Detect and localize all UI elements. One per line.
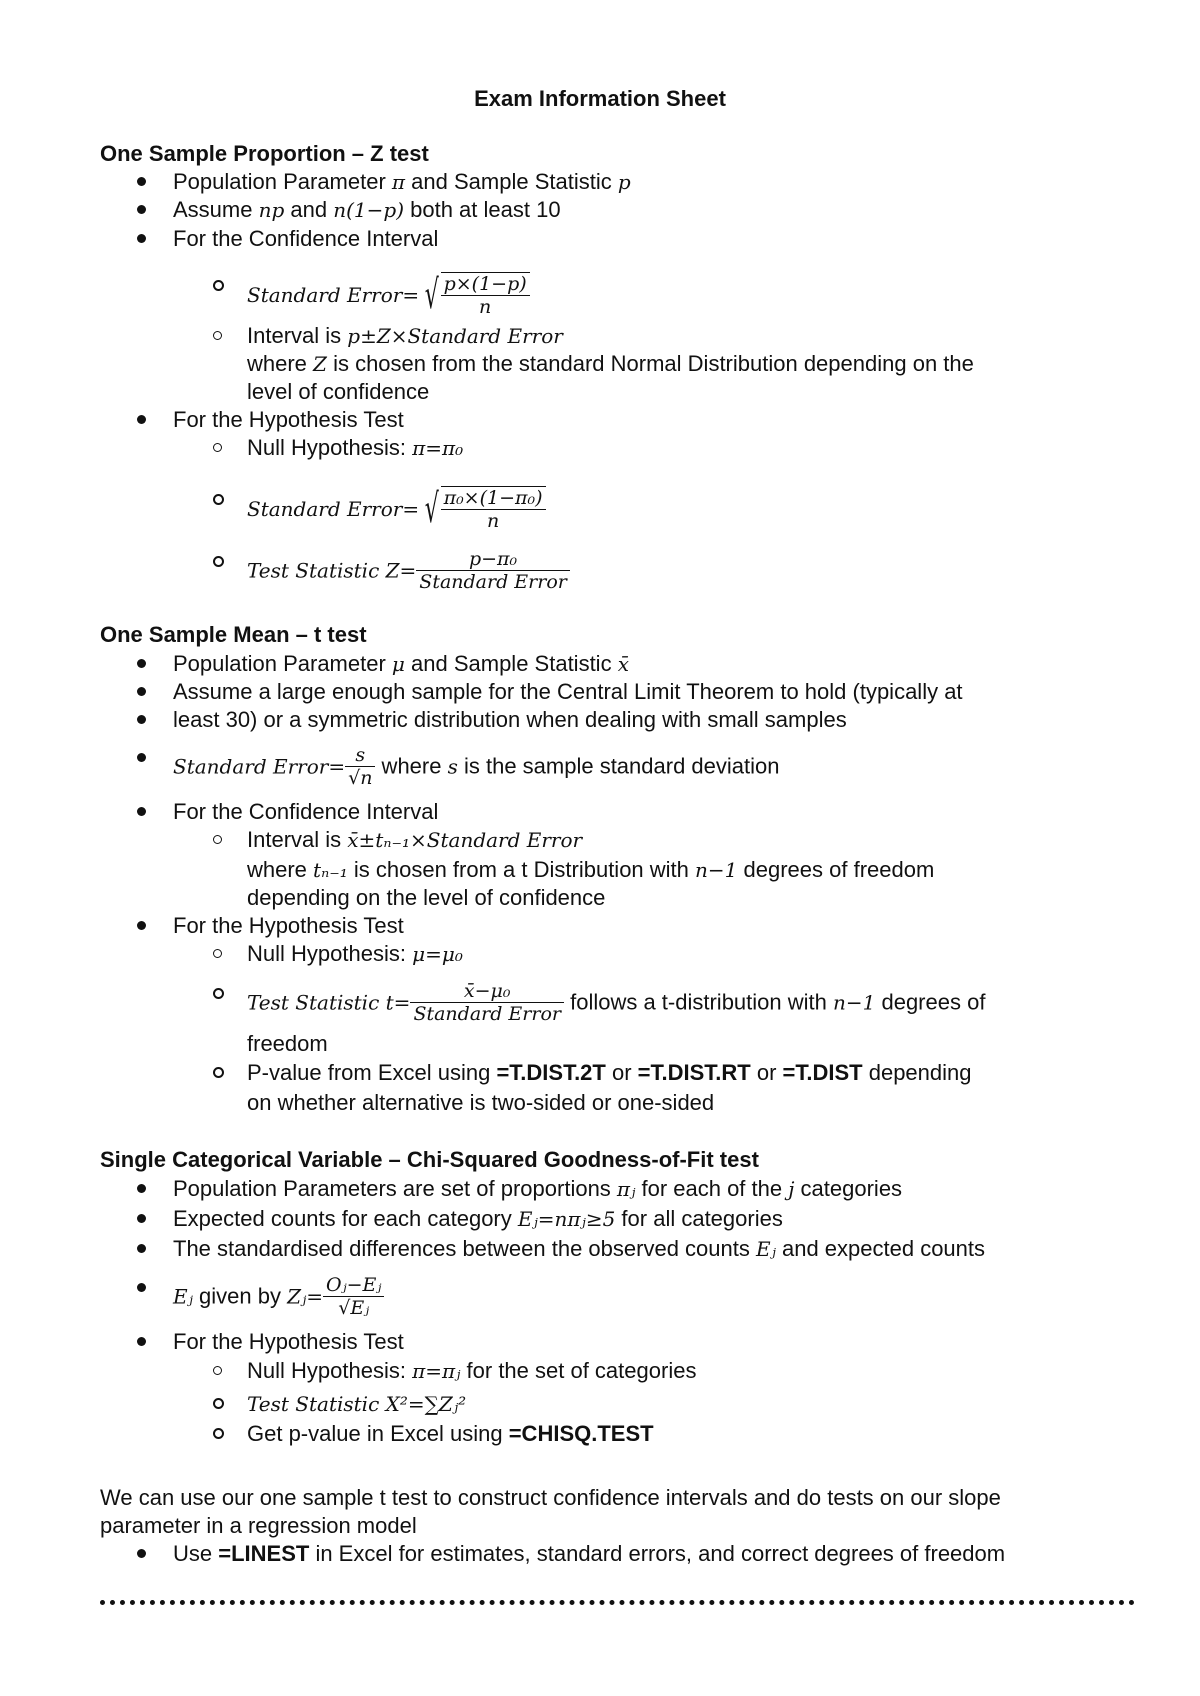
- bullet-assumption: Assume np and n(1−p) both at least 10: [173, 197, 561, 222]
- text-pvalue-excel: P-value from Excel using =T.DIST.2T or =T.DIST.RT or =T.DIST depending: [247, 1060, 972, 1085]
- formula-null-hypothesis-mean: Null Hypothesis: μ=μ₀: [247, 941, 463, 966]
- bullet-clt-assumption: Assume a large enough sample for the Central Limit Theorem to hold (typically at: [173, 679, 963, 704]
- formula-interval: Interval is p±Z×Standard Error: [247, 323, 563, 348]
- section-heading-mean: One Sample Mean – t test: [100, 622, 367, 647]
- section-heading-proportion: One Sample Proportion – Z test: [100, 141, 429, 166]
- formula-interval-mean: Interval is x̄±tₙ₋₁×Standard Error: [247, 827, 583, 852]
- paragraph-regression-1: We can use our one sample t test to construct confidence intervals and do tests on our slope: [100, 1485, 1001, 1510]
- section-heading-chi-squared: Single Categorical Variable – Chi-Squared Goodness-of-Fit test: [100, 1147, 759, 1172]
- dotted-rule: [100, 1600, 1135, 1605]
- text-pvalue-cont: on whether alternative is two-sided or one-sided: [247, 1090, 715, 1115]
- text-freedom: freedom: [247, 1031, 328, 1056]
- formula-null-hypothesis: Null Hypothesis: π=π₀: [247, 435, 464, 460]
- formula-test-statistic-z: Test Statistic Z= $\frac{\text{p−π₀}}{\text{Standard Error}}$: [247, 548, 570, 593]
- formula-test-statistic-chi: Test Statistic X²=∑Zⱼ²: [247, 1392, 467, 1416]
- text-level-confidence-mean: depending on the level of confidence: [247, 885, 606, 910]
- formula-standard-error-null: Standard Error= √ $\frac{\text{π₀×(1−π₀)}}{n}$: [247, 486, 546, 532]
- bullet-hypothesis-test: For the Hypothesis Test: [173, 407, 404, 432]
- bullet-hypothesis-test-mean: For the Hypothesis Test: [173, 913, 404, 938]
- formula-null-hypothesis-chi: Null Hypothesis: π=πⱼ for the set of categories: [247, 1358, 697, 1383]
- bullet-parameters-proportions: Population Parameters are set of proportions πⱼ for each of the j categories: [173, 1176, 903, 1201]
- bullet-hypothesis-test-chi: For the Hypothesis Test: [173, 1329, 404, 1354]
- formula-test-statistic-t: Test Statistic t= $\frac{\text{x̄−μ₀}}{\text{Standard Error}}$ follows a t-distribution with n−1 degrees of: [247, 980, 986, 1025]
- bullet-parameter: Population Parameter π and Sample Statistic p: [173, 169, 631, 194]
- formula-standard-error-mean: Standard Error= $\frac{s}{√n}$ where s is the sample standard deviation: [173, 744, 780, 789]
- bullet-confidence-interval-mean: For the Confidence Interval: [173, 799, 439, 824]
- bullet-expected-counts: Expected counts for each category Eⱼ=nπⱼ≥5 for all categories: [173, 1206, 783, 1231]
- formula-z-j: Eⱼ given by Zⱼ= $\frac{\text{Oⱼ−Eⱼ}}{\text{√Eⱼ}}$: [173, 1274, 384, 1319]
- text-level-confidence: level of confidence: [247, 379, 430, 404]
- page-title: Exam Information Sheet: [474, 86, 726, 111]
- paragraph-regression-2: parameter in a regression model: [100, 1513, 417, 1538]
- text-where-t: where tₙ₋₁ is chosen from a t Distribution with n−1 degrees of freedom: [247, 857, 935, 882]
- text-chisq-excel: Get p-value in Excel using =CHISQ.TEST: [247, 1421, 654, 1446]
- bullet-standardised-differences: The standardised differences between the observed counts Eⱼ and expected counts: [173, 1236, 986, 1261]
- text-clt-assumption-cont: least 30) or a symmetric distribution when dealing with small samples: [173, 707, 847, 732]
- bullet-parameter-mean: Population Parameter μ and Sample Statistic x̄: [173, 651, 629, 676]
- bullet-confidence-interval: For the Confidence Interval: [173, 226, 439, 251]
- text-where-z: where Z is chosen from the standard Normal Distribution depending on the: [247, 351, 974, 376]
- formula-standard-error: Standard Error= √ $\frac{p\times(1-p)}{n}$: [247, 272, 530, 318]
- bullet-linest: Use =LINEST in Excel for estimates, standard errors, and correct degrees of freedom: [173, 1541, 1006, 1566]
